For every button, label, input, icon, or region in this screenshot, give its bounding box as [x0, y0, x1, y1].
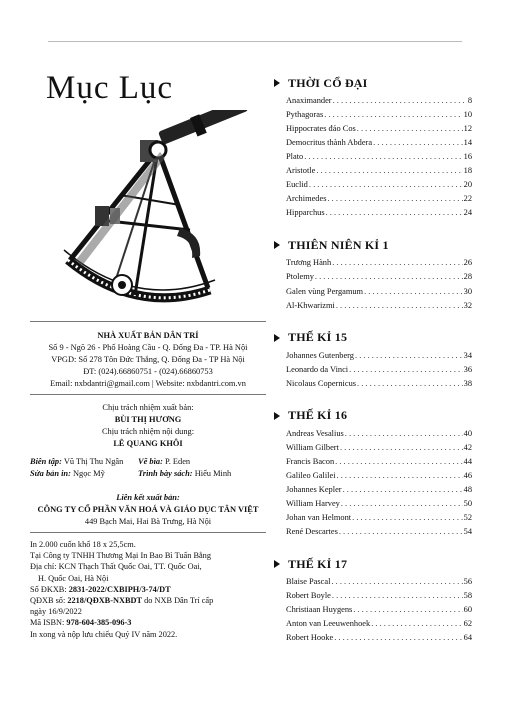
toc-entry[interactable]: Christiaan Huygens . . . 60 — [272, 603, 472, 617]
imprint-address: Địa chỉ: KCN Thạch Thất Quốc Oai, TT. Quốc Oai, — [30, 562, 202, 572]
imprint-deposit: In xong và nộp lưu chiểu Quý IV năm 2022. — [30, 629, 178, 639]
publisher-phone: ĐT: (024).66860751 - (024).66860753 — [83, 367, 213, 376]
toc-entry[interactable]: Pythagoras . . . 10 — [272, 108, 472, 122]
editor-label: Biên tập: — [30, 457, 62, 466]
toc-entry[interactable]: Blaise Pascal . . . 56 — [272, 575, 472, 589]
toc-entry[interactable]: Hippocrates đảo Cos . . . 12 — [272, 122, 472, 136]
toc-entry[interactable]: Johannes Kepler . . . 48 — [272, 483, 472, 497]
illustrator-name: P. Eden — [164, 457, 191, 466]
toc-entry[interactable]: Ptolemy . . . 28 — [272, 270, 472, 284]
toc-entry[interactable]: Andreas Vesalius . . . 40 — [272, 427, 472, 441]
toc-entry[interactable]: Robert Boyle . . . 58 — [272, 589, 472, 603]
imprint-dkxb: Số ĐKXB: 2831-2022/CXBIPH/3-74/DT — [30, 584, 171, 594]
toc-entry[interactable]: Anton van Leeuwenhoek . . . 62 — [272, 617, 472, 631]
triangle-bullet-icon — [274, 241, 280, 249]
toc-entry[interactable]: Francis Bacon . . . 44 — [272, 455, 472, 469]
toc-entry[interactable]: Galen vùng Pergamum . . . 30 — [272, 285, 472, 299]
partner-block — [30, 492, 266, 528]
proof-name: Ngọc Mỹ — [72, 469, 105, 478]
toc-entry[interactable]: Johan van Helmont . . . 52 — [272, 511, 472, 525]
toc-entry[interactable]: Aristotle . . . 18 — [272, 164, 472, 178]
imprint-print-run: In 2.000 cuốn khổ 18 x 25,5cm. — [30, 540, 136, 549]
publisher-name: NHÀ XUẤT BẢN DÂN TRÍ — [97, 331, 199, 340]
imprint-qdxb-date: ngày 16/9/2022 — [30, 607, 82, 617]
triangle-bullet-icon — [274, 79, 280, 87]
toc-section-header: THẾ KỈ 17 — [272, 553, 472, 575]
toc-entry[interactable]: René Descartes . . . 54 — [272, 525, 472, 539]
partner-label: Liên kết xuất bản: — [116, 493, 180, 502]
toc-section-header: THẾ KỈ 15 — [272, 327, 472, 349]
toc-section — [272, 327, 472, 391]
staff-block — [30, 456, 266, 480]
responsibility-block — [30, 402, 266, 450]
partner-address: 449 Bạch Mai, Hai Bà Trưng, Hà Nội — [84, 517, 212, 526]
toc-section-header: THẾ KỈ 16 — [272, 405, 472, 427]
publisher-block — [30, 330, 266, 390]
imprint-block — [30, 539, 266, 640]
triangle-bullet-icon — [274, 560, 280, 568]
content-responsibility-label: Chịu trách nhiệm nội dung: — [101, 427, 195, 436]
divider — [30, 532, 266, 533]
toc-entry[interactable]: Archimedes . . . 22 — [272, 192, 472, 206]
publisher-office: VPGD: Số 278 Tôn Đức Thắng, Q. Đống Đa - TP Hà Nội — [51, 355, 245, 364]
publisher-contact: Email: nxbdantri@gmail.com | Website: nxbdantri.com.vn — [50, 379, 246, 388]
toc-entry[interactable]: Leonardo da Vinci . . . 36 — [272, 363, 472, 377]
page-title: Mục Lục — [46, 70, 174, 106]
publish-responsibility-label: Chịu trách nhiệm xuất bản: — [102, 403, 194, 412]
toc-section — [272, 553, 472, 645]
proof-label: Sửa bản in: — [30, 469, 71, 478]
content-responsibility-name: LÊ QUANG KHÔI — [113, 439, 183, 448]
toc-entry[interactable]: William Harvey . . . 50 — [272, 497, 472, 511]
publisher-address: Số 9 - Ngõ 26 - Phố Hoàng Cầu - Q. Đống Đa - TP. Hà Nội — [48, 343, 248, 352]
triangle-bullet-icon — [274, 334, 280, 342]
toc-entry[interactable]: Democritus thành Abdera . . . 14 — [272, 136, 472, 150]
toc-entry[interactable]: William Gilbert . . . 42 — [272, 441, 472, 455]
toc-entry[interactable]: Euclid . . . 20 — [272, 178, 472, 192]
toc-entry[interactable]: Galileo Galilei . . . 46 — [272, 469, 472, 483]
toc-entry[interactable]: Johannes Gutenberg . . . 34 — [272, 349, 472, 363]
table-of-contents — [272, 72, 472, 645]
toc-section — [272, 234, 472, 312]
toc-section — [272, 405, 472, 539]
toc-entry[interactable]: Hipparchus . . . 24 — [272, 206, 472, 220]
toc-entry[interactable]: Robert Hooke . . . 64 — [272, 631, 472, 645]
toc-entry[interactable]: Plato . . . 16 — [272, 150, 472, 164]
partner-name: CÔNG TY CỔ PHẦN VĂN HOÁ VÀ GIÁO DỤC TÂN VIỆT — [37, 505, 259, 514]
toc-section-header: THIÊN NIÊN KỈ 1 — [272, 234, 472, 256]
triangle-bullet-icon — [274, 412, 280, 420]
sextant-illustration — [40, 110, 255, 315]
imprint-isbn: Mã ISBN: 978-604-385-096-3 — [30, 618, 132, 628]
illustrator-label: Vẽ bìa: — [138, 457, 163, 466]
editor-name: Vũ Thị Thu Ngân — [63, 457, 124, 466]
imprint-printer: Tại Công ty TNHH Thương Mại In Bao Bì Tuấn Bằng — [30, 551, 211, 561]
imprint-qdxb: QĐXB số: 2218/QĐXB-NXBDT do NXB Dân Trí cấp — [30, 596, 214, 606]
layout-label: Trình bày sách: — [138, 469, 193, 478]
toc-entry[interactable]: Trương Hành . . . 26 — [272, 256, 472, 270]
imprint-address-cont: H. Quốc Oai, Hà Nội — [38, 573, 109, 583]
toc-section — [272, 72, 472, 220]
divider — [30, 394, 266, 395]
divider — [30, 321, 266, 322]
layout-name: Hiếu Minh — [194, 469, 232, 478]
toc-entry[interactable]: Nicolaus Copernicus . . . 38 — [272, 377, 472, 391]
top-rule — [48, 41, 462, 42]
toc-section-header: THỜI CỔ ĐẠI — [272, 72, 472, 94]
toc-entry[interactable]: Anaximander . . . 8 — [272, 94, 472, 108]
toc-entry[interactable]: Al-Khwarizmi . . . 32 — [272, 299, 472, 313]
publish-responsibility-name: BÙI THỊ HƯƠNG — [114, 415, 182, 424]
